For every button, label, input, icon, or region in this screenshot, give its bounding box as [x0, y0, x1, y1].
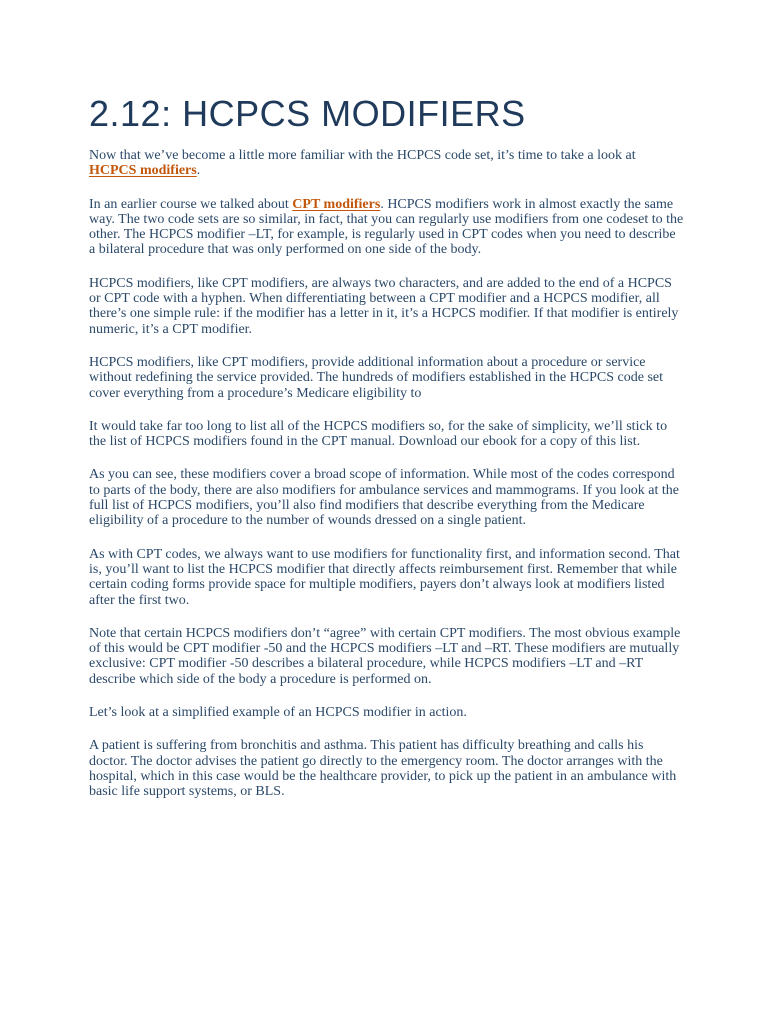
- paragraph-example: A patient is suffering from bronchitis and asthma. This patient has difficulty breathing and calls his doctor. The doctor advises the patient go directly to the emergency room. The doctor arranges with the hospital, which in this case would be the healthcare provider, to pick up the patient in an ambulance with basic life support systems, or BLS.: [89, 738, 677, 800]
- paragraph-list-note: It would take far too long to list all of the HCPCS modifiers so, for the sake of simplicity, we’ll stick to the list of HCPCS modifiers found in the CPT manual. Download our ebook for a copy of this list.: [89, 418, 668, 450]
- hcpcs-modifiers-link[interactable]: HCPCS modifiers: [89, 163, 197, 179]
- paragraph-scope: As you can see, these modifiers cover a broad scope of information. While most of the codes correspond to parts of the body, there are also modifiers for ambulance services and mammograms. If you look at the full list of HCPCS modifiers, you’ll also find modifiers that describe everything from the Medicare eligibility of a procedure to the number of wounds dressed on a single patient.: [89, 467, 680, 529]
- cpt-modifiers-link[interactable]: CPT modifiers: [292, 196, 381, 212]
- paragraph-functionality: As with CPT codes, we always want to use modifiers for functionality first, and information second. That is, you’ll want to list the HCPCS modifier that directly affects reimbursement first. Remember that while certain coding forms provide space for multiple modifiers, payers don’t always look at modifiers listed after the first two.: [89, 546, 680, 608]
- paragraph-cpt-comparison-rest: . HCPCS modifiers work in almost exactly the same way. The two code sets are so similar, in fact, that you can regularly use modifiers from one codeset to the other. The HCPCS modifier –LT, for example, is regularly used in CPT codes when you need to describe a bilateral procedure that was only performed on one side of the body.: [89, 196, 684, 258]
- paragraph-cpt-comparison: [89, 197, 685, 258]
- page-title: 2.12: HCPCS MODIFIERS: [89, 93, 526, 134]
- paragraph-intro: [89, 148, 685, 179]
- paragraph-two-characters: HCPCS modifiers, like CPT modifiers, are always two characters, and are added to the end of a HCPCS or CPT code with a hyphen. When differentiating between a CPT modifier and a HCPCS modifier, all there’s one simple rule: if the modifier has a letter in it, it’s a HCPCS modifier. If that modifier is entirely numeric, it’s a CPT modifier.: [89, 275, 679, 337]
- paragraph-example-intro: Let’s look at a simplified example of an HCPCS modifier in action.: [89, 705, 467, 721]
- document-body: [89, 148, 685, 818]
- paragraph-additional-info: HCPCS modifiers, like CPT modifiers, provide additional information about a procedure or service without redefining the service provided. The hundreds of modifiers established in the HCPCS code set cover everything from a procedure’s Medicare eligibility to: [89, 354, 664, 401]
- paragraph-intro-text: Now that we’ve become a little more familiar with the HCPCS code set, it’s time to take a look at: [89, 148, 636, 163]
- paragraph-cpt-comparison-text: In an earlier course we talked about: [89, 196, 293, 212]
- paragraph-agree: Note that certain HCPCS modifiers don’t “agree” with certain CPT modifiers. The most obvious example of this would be CPT modifier -50 and the HCPCS modifiers –LT and –RT. These modifiers are mutually exclusive: CPT modifier -50 describes a bilateral procedure, while HCPCS modifiers –LT and –RT describe which side of the body a procedure is performed on.: [89, 625, 681, 687]
- paragraph-intro-end: .: [196, 163, 201, 179]
